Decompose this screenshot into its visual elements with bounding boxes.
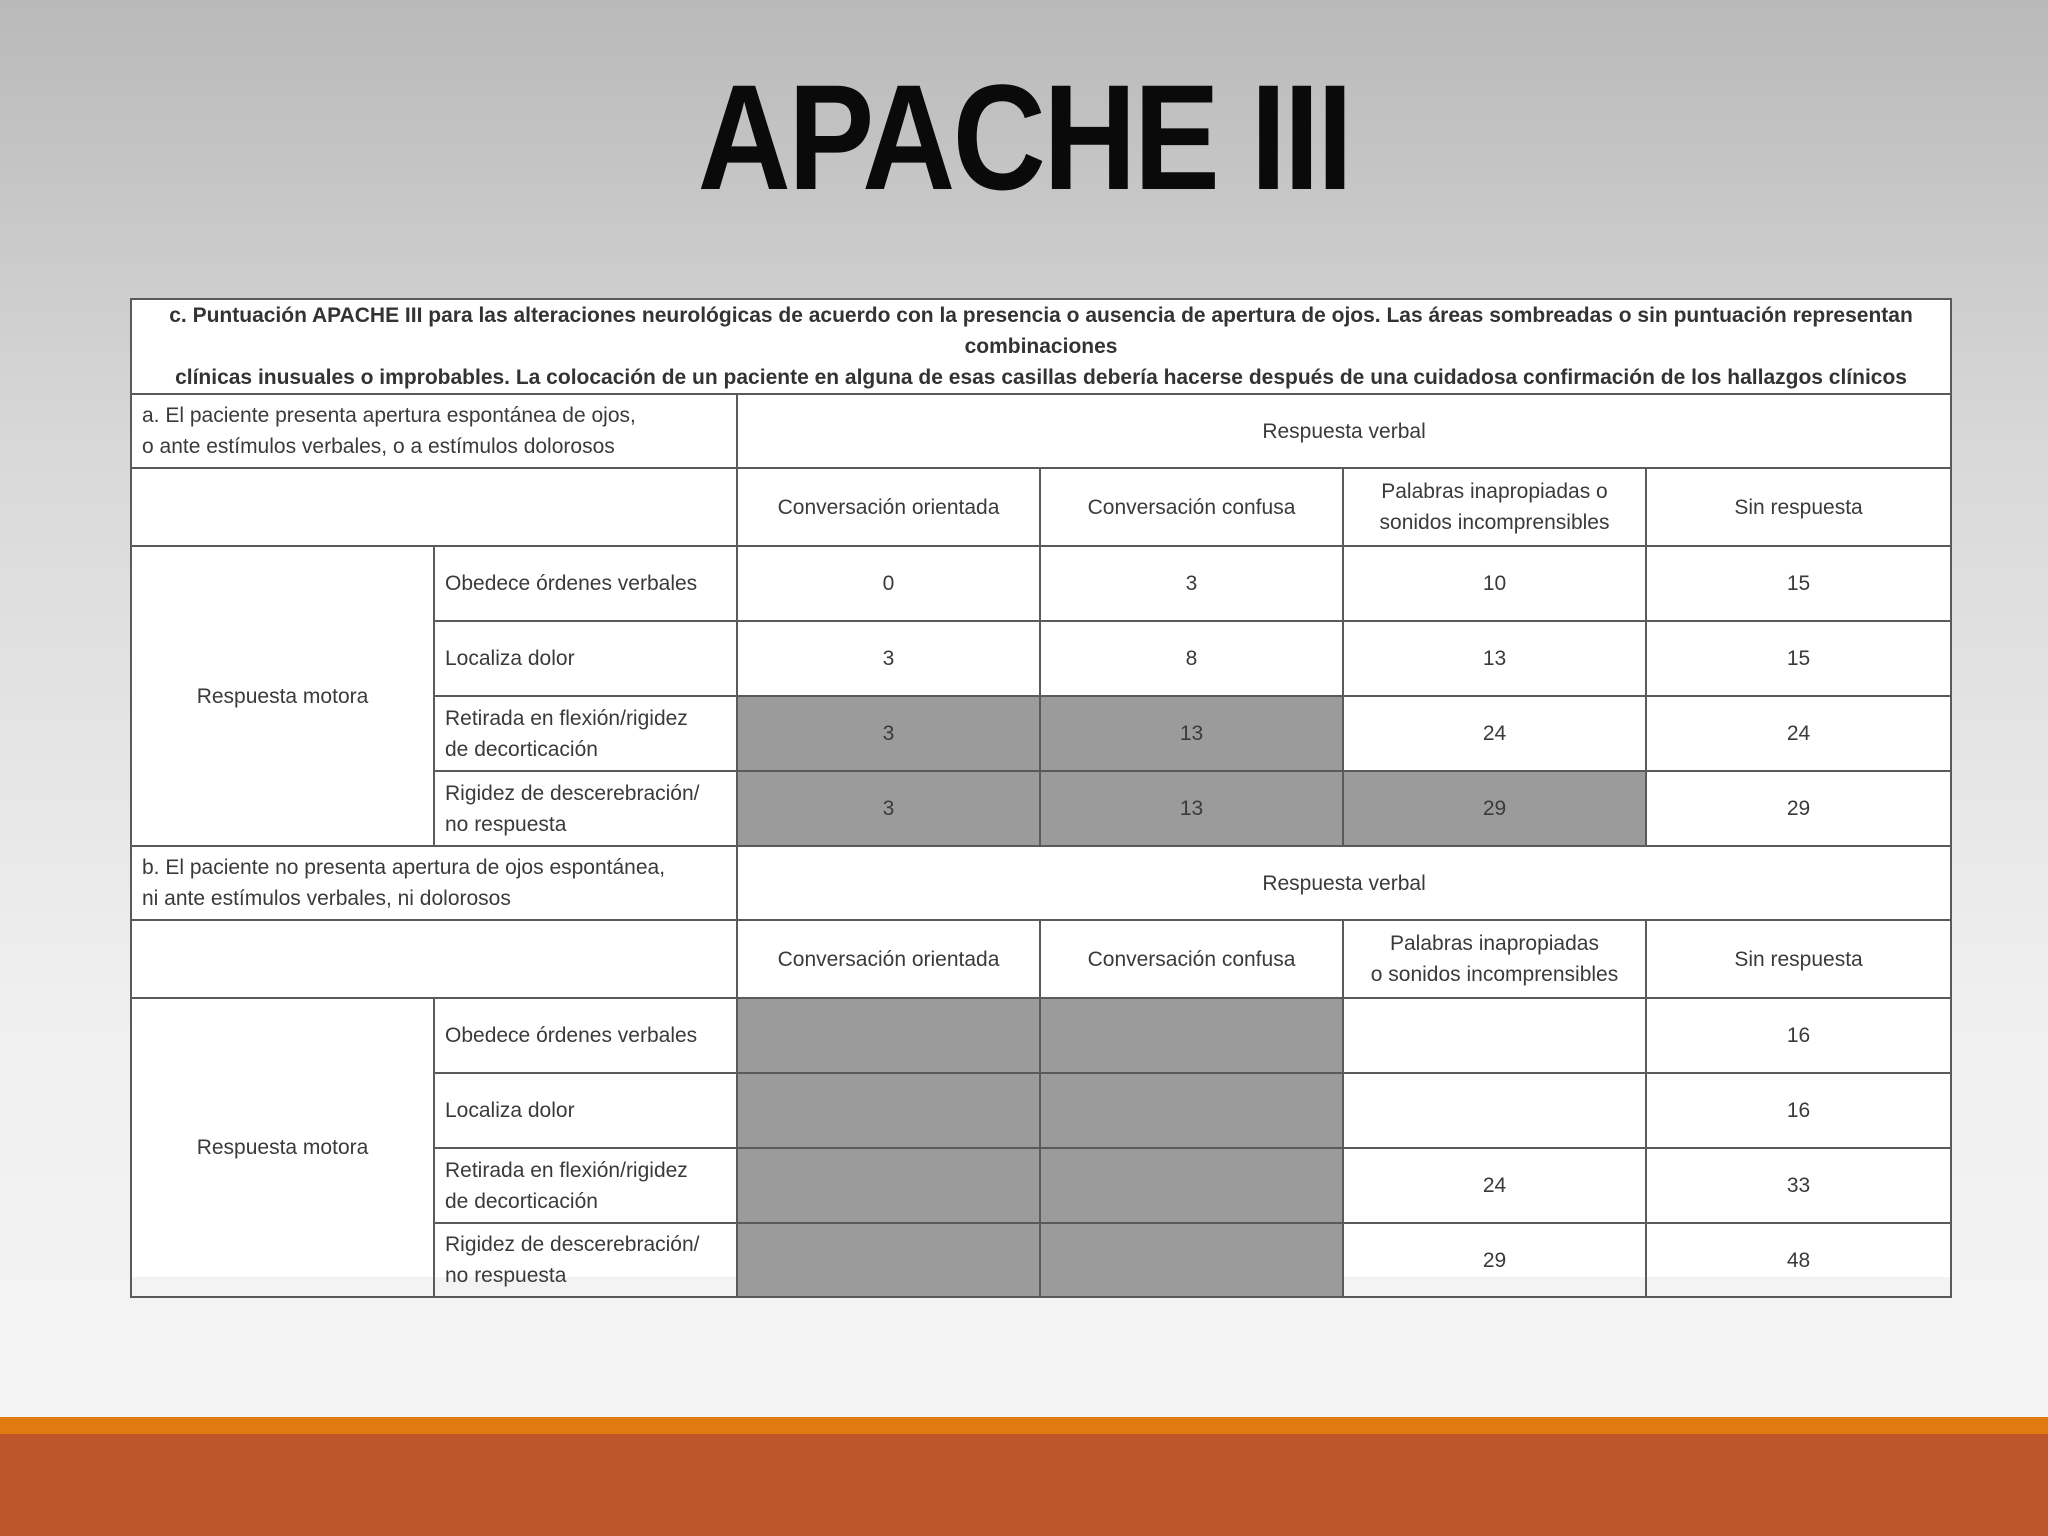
section-b-desc-line-1: b. El paciente no presenta apertura de ojos espontánea, [142, 856, 666, 879]
score-cell [1343, 1073, 1646, 1148]
section-b-empty-header [131, 920, 737, 998]
score-cell-shaded: 29 [1343, 771, 1646, 846]
caption-line-2: clínicas inusuales o improbables. La colocación de un paciente en alguna de esas casillas debería hacerse después de una cuidadosa confirmación de los hallazgos clínicos [175, 366, 1907, 389]
score-cell: 15 [1646, 546, 1951, 621]
col-label: Conversación confusa [1087, 495, 1296, 519]
score-cell: 0 [737, 546, 1040, 621]
score-cell-shaded [1040, 1073, 1343, 1148]
section-b-header-row [131, 846, 1951, 920]
section-b-col-confusa [1040, 920, 1343, 998]
section-a-column-header-row [131, 468, 1951, 546]
row-label-line-1: Obedece órdenes verbales [445, 1024, 698, 1047]
score-cell-shaded [737, 998, 1040, 1073]
row-label-line-2: no respuesta [445, 1264, 567, 1287]
section-a-verbal-header: Respuesta verbal [737, 394, 1951, 468]
table-row [131, 546, 1951, 621]
score-cell: 10 [1343, 546, 1646, 621]
row-label-line-2: no respuesta [445, 812, 567, 836]
score-cell-shaded: 13 [1040, 696, 1343, 771]
section-a-col-confusa [1040, 468, 1343, 546]
row-label [434, 621, 737, 696]
section-a-desc-line-1: a. El paciente presenta apertura espontánea de ojos, [142, 404, 636, 427]
section-b-motor-label: Respuesta motora [131, 998, 434, 1297]
score-cell: 3 [737, 621, 1040, 696]
score-cell-shaded: 13 [1040, 771, 1343, 846]
section-b-col-inapropiadas [1343, 920, 1646, 998]
col-label: Conversación orientada [777, 495, 1000, 519]
score-cell: 15 [1646, 621, 1951, 696]
section-b-description [131, 846, 737, 920]
score-cell-shaded: 3 [737, 771, 1040, 846]
col-label-line-1: Palabras inapropiadas o [1381, 480, 1608, 503]
section-a-description [131, 394, 737, 468]
table-caption [131, 299, 1951, 394]
score-cell: 24 [1343, 1148, 1646, 1223]
row-label-line-2: de decorticación [445, 1189, 598, 1213]
section-a-col-inapropiadas [1343, 468, 1646, 546]
score-cell-shaded: 3 [737, 696, 1040, 771]
row-label [434, 546, 737, 621]
col-label-line-1: Palabras inapropiadas [1390, 932, 1599, 955]
score-cell-shaded [1040, 998, 1343, 1073]
score-cell: 13 [1343, 621, 1646, 696]
row-label-line-1: Retirada en flexión/rigidez [445, 706, 688, 730]
apache-table-container [130, 298, 1950, 1287]
score-cell [1343, 998, 1646, 1073]
score-cell-shaded [737, 1223, 1040, 1297]
row-label [434, 1223, 737, 1297]
row-label-line-1: Rigidez de descerebración/ [445, 781, 700, 805]
col-label: Sin respuesta [1734, 495, 1863, 519]
score-cell: 24 [1646, 696, 1951, 771]
section-b-col-sin-respuesta [1646, 920, 1951, 998]
section-a-col-orientada [737, 468, 1040, 546]
score-cell: 3 [1040, 546, 1343, 621]
col-label: Conversación orientada [777, 947, 1000, 971]
score-cell: 16 [1646, 998, 1951, 1073]
row-label-line-1: Retirada en flexión/rigidez [445, 1158, 688, 1182]
score-cell: 29 [1343, 1223, 1646, 1297]
section-a-col-sin-respuesta [1646, 468, 1951, 546]
score-cell-shaded [737, 1073, 1040, 1148]
score-cell: 24 [1343, 696, 1646, 771]
row-label [434, 1073, 737, 1148]
section-a-motor-label: Respuesta motora [131, 546, 434, 846]
row-label-line-1: Rigidez de descerebración/ [445, 1233, 700, 1256]
col-label-line-2: sonidos incomprensibles [1379, 511, 1610, 534]
apache-iii-table [130, 298, 1952, 1298]
row-label-line-2: de decorticación [445, 737, 598, 761]
score-cell-shaded [1040, 1223, 1343, 1297]
footer-band [0, 1434, 2048, 1536]
score-cell: 29 [1646, 771, 1951, 846]
section-b-col-orientada [737, 920, 1040, 998]
score-cell-shaded [737, 1148, 1040, 1223]
score-cell: 33 [1646, 1148, 1951, 1223]
section-b-column-header-row [131, 920, 1951, 998]
row-label [434, 771, 737, 846]
table-row [131, 998, 1951, 1073]
score-cell: 16 [1646, 1073, 1951, 1148]
row-label [434, 998, 737, 1073]
row-label-line-1: Localiza dolor [445, 1099, 575, 1122]
section-b-verbal-header: Respuesta verbal [737, 846, 1951, 920]
score-cell: 8 [1040, 621, 1343, 696]
col-label-line-2: o sonidos incomprensibles [1370, 963, 1619, 986]
col-label: Conversación confusa [1087, 947, 1296, 971]
caption-line-1: c. Puntuación APACHE III para las alteraciones neurológicas de acuerdo con la presencia o ausencia de apertura de ojos. Las áreas sombreadas o sin puntuación representan combinaciones [169, 304, 1913, 358]
footer-accent-stripe [0, 1417, 2048, 1434]
slide-title: APACHE III [697, 53, 1351, 221]
row-label [434, 696, 737, 771]
row-label-line-1: Localiza dolor [445, 647, 575, 670]
section-a-desc-line-2: o ante estímulos verbales, o a estímulos dolorosos [142, 435, 615, 458]
col-label: Sin respuesta [1734, 947, 1863, 971]
score-cell: 48 [1646, 1223, 1951, 1297]
caption-row [131, 299, 1951, 394]
section-a-header-row [131, 394, 1951, 468]
score-cell-shaded [1040, 1148, 1343, 1223]
section-a-empty-header [131, 468, 737, 546]
row-label-line-1: Obedece órdenes verbales [445, 572, 698, 595]
row-label [434, 1148, 737, 1223]
section-b-desc-line-2: ni ante estímulos verbales, ni dolorosos [142, 887, 511, 910]
